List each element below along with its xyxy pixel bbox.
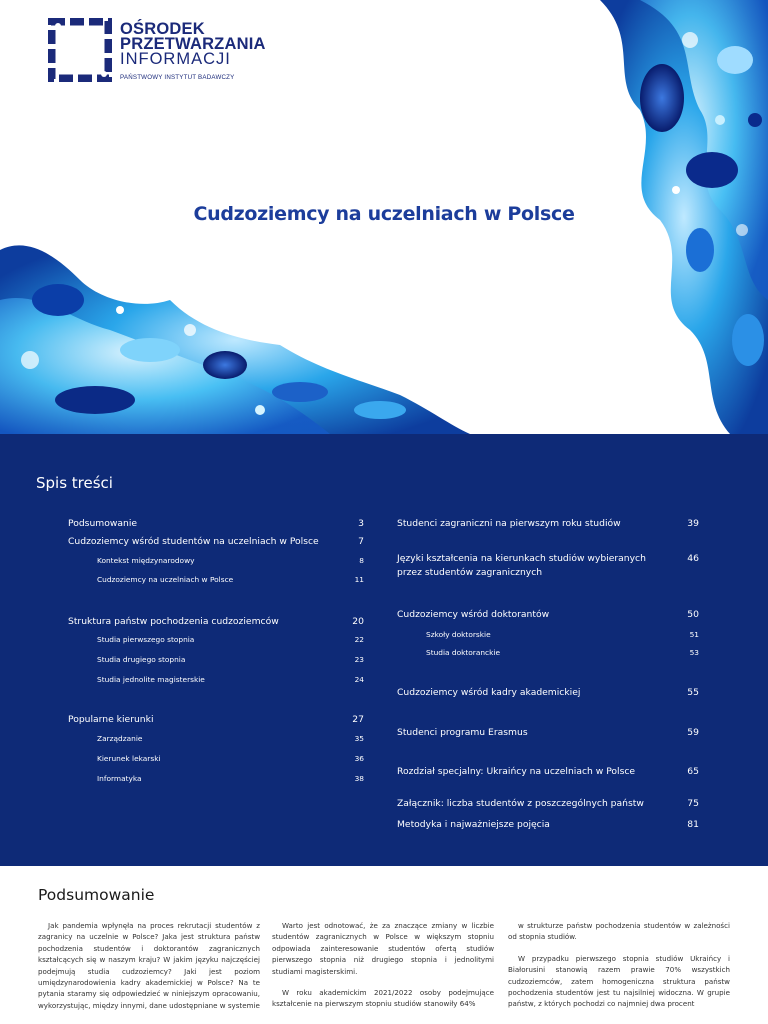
toc-item-label: Studia doktoranckie (426, 648, 501, 657)
toc-item-label: Załącznik: liczba studentów z poszczególnych państw (397, 798, 644, 809)
toc-item-label: Szkoły doktorskie (426, 630, 491, 639)
toc-item-label: Zarządzanie (97, 734, 143, 743)
toc-item[interactable] (68, 714, 364, 725)
toc-item-page: 50 (687, 609, 699, 620)
org-name-line-3: INFORMACJI (120, 50, 231, 68)
toc-item-label: Cudzoziemcy na uczelniach w Polsce (97, 575, 234, 584)
toc-item-label: Studia jednolite magisterskie (97, 675, 205, 684)
summary-paragraph: Jak pandemia wpłynęła na proces rekrutacji studentów z zagranicy na uczelnie w Polsce? Jaka jest struktura państw pochodzenia studentów i doktorantów zagranicznych kształcących się w naszym kraju? W jakim języku najczęściej podejmują studia cudzoziemcy? Jaki jest poziom umiędzynarodowienia kadry akademickiej w Polsce? Na te pytania staramy się odpowiedzieć w niniejszym opracowaniu, wykorzystując, między innymi, dane udostępniane w systemie (38, 921, 260, 1010)
toc-item-page: 75 (687, 798, 699, 809)
summary-paragraph: W roku akademickim 2021/2022 osoby podejmujące kształcenie na pierwszym stopniu studiów stanowiły 64% (272, 988, 494, 1009)
toc-item-page: 3 (358, 518, 364, 529)
org-name-line-2: PRZETWARZANIA (120, 35, 266, 53)
toc-item[interactable] (397, 552, 699, 580)
toc-item[interactable] (397, 518, 699, 529)
toc-item-label: Kontekst międzynarodowy (97, 556, 195, 565)
report-title: Cudzoziemcy na uczelniach w Polsce (193, 203, 575, 225)
toc-item-label: Struktura państw pochodzenia cudzoziemców (68, 616, 279, 627)
toc-item-label: Studenci zagraniczni na pierwszym roku studiów (397, 518, 621, 529)
toc-subitem[interactable] (97, 635, 364, 644)
toc-subitem[interactable] (97, 754, 364, 763)
org-name-line-1: OŚRODEK (120, 20, 205, 38)
toc-item-label: Podsumowanie (68, 518, 138, 529)
toc-item[interactable] (397, 609, 699, 620)
toc-item-label: Studia pierwszego stopnia (97, 635, 195, 644)
toc-item-page: 24 (354, 675, 364, 684)
toc-item-page: 53 (689, 648, 699, 657)
toc-item-label: Studia drugiego stopnia (97, 655, 186, 664)
toc-subitem[interactable] (97, 575, 364, 584)
toc-item-page: 20 (352, 616, 364, 627)
summary-paragraph: W przypadku pierwszego stopnia studiów Ukraińcy i Białorusini stanowią razem prawie 70% wszystkich cudzoziemców, zatem homogeniczna struktura państw pochodzenia studentów jest tu najsilniej widoczna. W grupie państw, z których pochodzi co najmniej dwa procent (508, 953, 730, 1009)
toc-subitem[interactable] (97, 774, 364, 783)
toc-subitem[interactable] (97, 556, 364, 565)
toc-item-page: 65 (687, 766, 699, 777)
toc-item-page: 35 (354, 734, 364, 743)
cover-section (0, 0, 768, 434)
toc-subitem[interactable] (426, 630, 699, 639)
toc-item-page: 59 (687, 727, 699, 738)
toc-item[interactable] (397, 819, 699, 830)
toc-item-page: 51 (689, 630, 699, 639)
toc-item-label: Kierunek lekarski (97, 754, 161, 763)
toc-item-page: 22 (354, 635, 364, 644)
toc-item[interactable] (397, 766, 699, 777)
toc-item[interactable] (397, 687, 699, 698)
toc-subitem[interactable] (97, 734, 364, 743)
toc-heading: Spis treści (36, 474, 113, 492)
summary-heading: Podsumowanie (38, 886, 155, 904)
summary-column-2 (272, 920, 494, 1020)
toc-item-page: 55 (687, 687, 699, 698)
toc-item-page: 7 (358, 536, 364, 547)
org-subtitle: PAŃSTWOWY INSTYTUT BADAWCZY (120, 74, 235, 81)
toc-item-page: 11 (354, 575, 364, 584)
toc-subitem[interactable] (97, 655, 364, 664)
toc-item-page: 38 (354, 774, 364, 783)
logo-mark-icon (48, 18, 112, 82)
toc-item-page: 27 (352, 714, 364, 725)
toc-item-label: Studenci programu Erasmus (397, 727, 528, 738)
toc-item-page: 23 (354, 655, 364, 664)
toc-item-label: Języki kształcenia na kierunkach studiów wybieranych przez studentów zagranicznych (397, 553, 646, 578)
summary-paragraph: Warto jest odnotować, że za znaczące zmiany w liczbie studentów zagranicznych w Polsce w większym stopniu odpowiada zainteresowanie studentów ofertą studiów pierwszego stopnia niż drugiego stopnia i jednolitymi studiami magisterskimi. (272, 921, 494, 976)
toc-item-label: Informatyka (97, 774, 142, 783)
toc-item-label: Cudzoziemcy wśród doktorantów (397, 609, 550, 620)
toc-item-page: 81 (687, 819, 699, 830)
toc-item-page: 36 (354, 754, 364, 763)
summary-column-3 (508, 920, 730, 1020)
toc-subitem[interactable] (426, 648, 699, 657)
toc-item[interactable] (68, 518, 364, 529)
toc-subitem[interactable] (97, 675, 364, 684)
toc-item[interactable] (68, 536, 364, 547)
toc-item-label: Cudzoziemcy wśród studentów na uczelniach w Polsce (68, 536, 319, 547)
toc-item-label: Popularne kierunki (68, 714, 154, 725)
organization-logo (48, 16, 278, 86)
toc-item[interactable] (397, 798, 699, 809)
toc-item-label: Metodyka i najważniejsze pojęcia (397, 819, 550, 830)
toc-item-label: Cudzoziemcy wśród kadry akademickiej (397, 687, 581, 698)
toc-item-page: 8 (359, 556, 364, 565)
toc-item[interactable] (68, 616, 364, 627)
summary-section (0, 866, 768, 1024)
table-of-contents (0, 434, 768, 866)
toc-item-page: 39 (687, 518, 699, 529)
toc-item-label: Rozdział specjalny: Ukraińcy na uczelniach w Polsce (397, 766, 636, 777)
summary-column-1 (38, 920, 260, 1021)
summary-paragraph: w strukturze państw pochodzenia studentów w zależności od stopnia studiów. (508, 921, 730, 942)
toc-item-page: 46 (687, 553, 699, 564)
toc-item[interactable] (397, 727, 699, 738)
